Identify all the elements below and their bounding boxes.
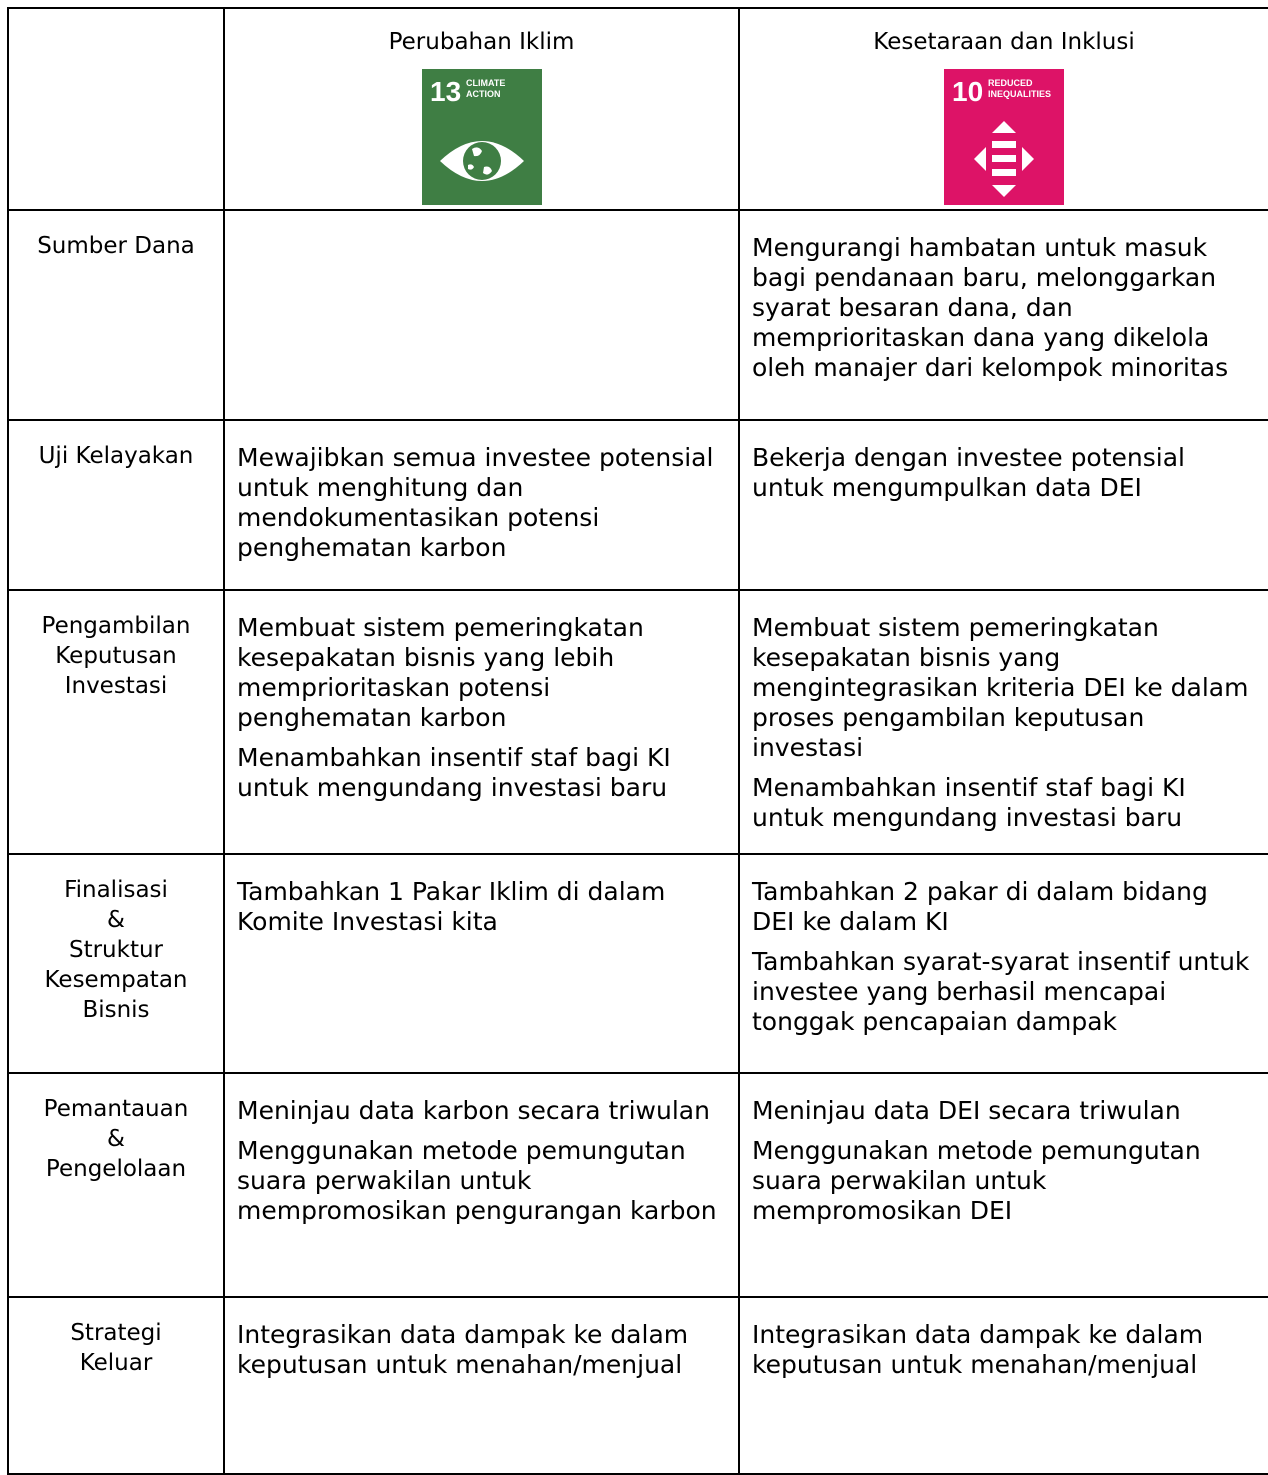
table-row	[8, 420, 1268, 590]
row-label-line: Keputusan	[55, 643, 177, 669]
sdg13-climate-action-logo	[422, 69, 542, 205]
equity-cell	[739, 854, 1268, 1073]
equity-cell	[739, 420, 1268, 590]
svg-text:CLIMATE: CLIMATE	[465, 78, 505, 88]
row-label-line: Kesempatan	[44, 967, 188, 993]
table-row	[8, 590, 1268, 854]
cell-text: Tambahkan 1 Pakar Iklim di dalam Komite Investasi kita	[237, 877, 666, 936]
column-title-climate: Perubahan Iklim	[388, 29, 575, 55]
svg-text:10: 10	[952, 76, 984, 107]
cell-text: Membuat sistem pemeringkatan kesepakatan bisnis yang lebih memprioritaskan potensi penghematan karbon	[237, 613, 644, 732]
sdg10-badge	[944, 69, 1064, 205]
cell-text: Meninjau data karbon secara triwulan	[237, 1096, 710, 1125]
row-label	[8, 854, 224, 1073]
climate-cell	[224, 420, 739, 590]
equity-cell	[739, 210, 1268, 420]
table-row	[8, 1297, 1268, 1474]
row-label-line: Sumber Dana	[37, 233, 195, 259]
row-label-line: Investasi	[64, 673, 168, 699]
row-label-line: Pengelolaan	[45, 1156, 187, 1182]
row-label-line: &	[107, 1126, 125, 1152]
climate-cell	[224, 1297, 739, 1474]
row-label	[8, 1073, 224, 1297]
table-row	[8, 210, 1268, 420]
climate-cell	[224, 590, 739, 854]
cell-text: Tambahkan 2 pakar di dalam bidang DEI ke dalam KI	[752, 877, 1208, 936]
row-label-line: Uji Kelayakan	[38, 443, 194, 469]
sdg13-badge	[422, 69, 542, 205]
svg-text:ACTION: ACTION	[465, 89, 500, 99]
cell-text: Menggunakan metode pemungutan suara perwakilan untuk mempromosikan pengurangan karbon	[237, 1136, 717, 1225]
cell-text: Tambahkan syarat-syarat insentif untuk investee yang berhasil mencapai tonggak pencapaian dampak	[752, 947, 1250, 1036]
cell-text: Menambahkan insentif staf bagi KI untuk mengundang investasi baru	[752, 773, 1186, 832]
cell-text: Menambahkan insentif staf bagi KI untuk mengundang investasi baru	[237, 743, 671, 802]
cell-text: Mengurangi hambatan untuk masuk bagi pendanaan baru, melonggarkan syarat besaran dana, dan memprioritaskan dana yang dikelola oleh manajer dari kelompok minoritas	[752, 233, 1229, 382]
header-climate	[224, 8, 739, 210]
row-label-line: Keluar	[79, 1350, 153, 1376]
cell-text: Bekerja dengan investee potensial untuk mengumpulkan data DEI	[752, 443, 1185, 502]
comparison-table	[7, 7, 1268, 1475]
row-label	[8, 210, 224, 420]
cell-text: Membuat sistem pemeringkatan kesepakatan bisnis yang mengintegrasikan kriteria DEI ke dalam proses pengambilan keputusan investasi	[752, 613, 1249, 762]
row-label-line: Strategi	[70, 1320, 162, 1346]
row-label-line: &	[107, 907, 125, 933]
column-title-equity: Kesetaraan dan Inklusi	[873, 29, 1135, 55]
cell-text: Meninjau data DEI secara triwulan	[752, 1096, 1181, 1125]
row-label-line: Struktur	[68, 937, 164, 963]
svg-text:INEQUALITIES: INEQUALITIES	[988, 89, 1052, 99]
svg-text:REDUCED: REDUCED	[988, 78, 1033, 88]
cell-text: Integrasikan data dampak ke dalam keputusan untuk menahan/menjual	[237, 1320, 689, 1379]
row-label-line: Pemantauan	[43, 1096, 189, 1122]
sdg10-reduced-inequalities-logo	[944, 69, 1064, 205]
climate-cell	[224, 1073, 739, 1297]
table-row	[8, 1073, 1268, 1297]
corner-cell	[8, 8, 224, 210]
row-label	[8, 1297, 224, 1474]
equity-cell	[739, 1297, 1268, 1474]
row-label	[8, 590, 224, 854]
equity-cell	[739, 590, 1268, 854]
cell-text: Mewajibkan semua investee potensial untuk menghitung dan mendokumentasikan potensi penghematan karbon	[237, 443, 714, 562]
header-row	[8, 8, 1268, 210]
climate-cell	[224, 854, 739, 1073]
header-equity	[739, 8, 1268, 210]
cell-text: Integrasikan data dampak ke dalam keputusan untuk menahan/menjual	[752, 1320, 1204, 1379]
row-label	[8, 420, 224, 590]
row-label-line: Bisnis	[82, 997, 150, 1023]
table-row	[8, 854, 1268, 1073]
cell-text: Menggunakan metode pemungutan suara perwakilan untuk mempromosikan DEI	[752, 1136, 1201, 1225]
row-label-line: Finalisasi	[64, 877, 168, 903]
row-label-line: Pengambilan	[41, 613, 191, 639]
svg-text:13: 13	[429, 76, 461, 107]
equity-cell	[739, 1073, 1268, 1297]
climate-cell	[224, 210, 739, 420]
